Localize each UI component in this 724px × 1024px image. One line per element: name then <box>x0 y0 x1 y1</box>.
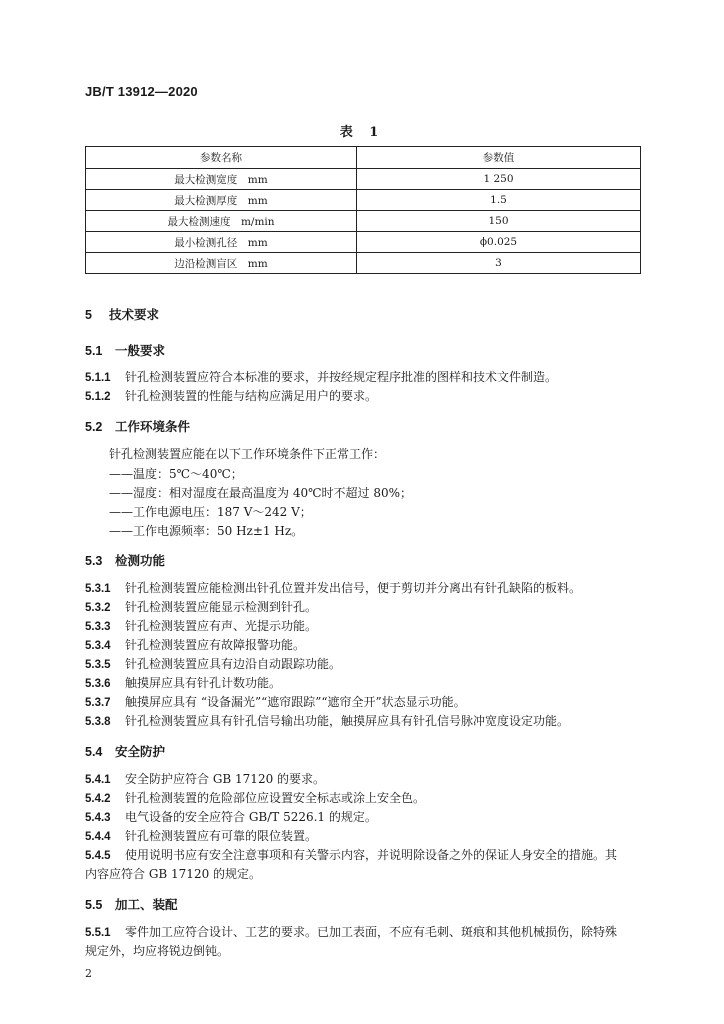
table-cell: 边沿检测盲区 mm <box>86 253 357 274</box>
clause-number: 5.4.3 <box>85 812 111 824</box>
clause-number: 5.3.6 <box>85 678 111 690</box>
subsection-title: 加工、装配 <box>115 898 178 912</box>
clause-continuation: 规定外，均应将锐边倒钝。 <box>85 944 230 958</box>
clause <box>85 712 569 729</box>
subsection-heading <box>85 742 165 760</box>
clause <box>85 617 317 634</box>
standard-code: JB/T 13912—2020 <box>85 84 198 99</box>
clause-number: 5.3.3 <box>85 621 111 633</box>
dash-item: ——工作电源频率：50 Hz±1 Hz。 <box>109 524 304 538</box>
subsection-title: 检测功能 <box>115 554 166 568</box>
clause-number: 5.4.2 <box>85 793 111 805</box>
clause-text: 针孔检测装置应有可靠的限位装置。 <box>125 829 318 843</box>
table-row <box>86 211 641 232</box>
clause-text: 针孔检测装置应能检测出针孔位置并发出信号，便于剪切并分离出有针孔缺陷的板料。 <box>125 581 582 595</box>
clause-number: 5.1.1 <box>85 372 111 384</box>
subsection-title: 一般要求 <box>115 344 166 358</box>
clause <box>85 579 581 596</box>
section-title: 技术要求 <box>109 308 160 322</box>
clause-text: 电气设备的安全应符合 GB/T 5226.1 的规定。 <box>125 810 377 824</box>
table-row <box>86 232 641 253</box>
subsection-title: 安全防护 <box>115 745 166 759</box>
clause <box>85 655 341 672</box>
table-cell: 最大检测宽度 mm <box>86 169 357 190</box>
clause <box>85 808 377 825</box>
clause-number: 5.4.5 <box>85 850 111 862</box>
subsection-heading <box>85 417 190 435</box>
table-row <box>86 169 641 190</box>
clause-number: 5.3.2 <box>85 602 111 614</box>
clause <box>85 636 305 653</box>
clause-text: 针孔检测装置的性能与结构应满足用户的要求。 <box>125 389 378 403</box>
subsection-number: 5.1 <box>85 344 103 358</box>
clause-text: 安全防护应符合 GB 17120 的要求。 <box>125 772 326 786</box>
clause-text: 针孔检测装置应具有针孔信号输出功能，触摸屏应具有针孔信号脉冲宽度设定功能。 <box>125 714 570 728</box>
clause-number: 5.3.8 <box>85 716 111 728</box>
clause <box>85 827 317 844</box>
clause <box>85 674 281 691</box>
table-cell: 150 <box>357 211 641 232</box>
table-header-cell: 参数值 <box>357 147 641 169</box>
clause-text: 触摸屏应具有 “设备漏光”“遮帘跟踪”“遮帘全开”状态显示功能。 <box>125 695 466 709</box>
subsection-number: 5.2 <box>85 420 103 434</box>
parameter-table <box>85 146 641 274</box>
clause-number: 5.3.5 <box>85 659 111 671</box>
clause-text: 针孔检测装置应有故障报警功能。 <box>125 638 306 652</box>
clause-number: 5.3.4 <box>85 640 111 652</box>
clause-number: 5.3.1 <box>85 583 111 595</box>
subsection-number: 5.5 <box>85 898 103 912</box>
table-cell: 1.5 <box>357 190 641 211</box>
clause <box>85 846 617 863</box>
clause-text: 针孔检测装置应有声、光提示功能。 <box>125 619 318 633</box>
table-header-row <box>86 147 641 169</box>
clause-text: 针孔检测装置的危险部位应设置安全标志或涂上安全色。 <box>125 791 426 805</box>
clause-number: 5.3.7 <box>85 697 111 709</box>
section-heading <box>85 305 159 323</box>
clause-text: 针孔检测装置应能显示检测到针孔。 <box>125 600 318 614</box>
clause <box>85 923 617 940</box>
table-cell: 最大检测速度 m/min <box>86 211 357 232</box>
dash-item: ——湿度：相对湿度在最高温度为 40℃时不超过 80%； <box>109 486 412 500</box>
dash-item: ——温度：5℃～40℃； <box>109 467 243 481</box>
clause <box>85 693 466 710</box>
clause-number: 5.5.1 <box>85 927 111 939</box>
subsection-heading <box>85 551 165 569</box>
table-header-cell: 参数名称 <box>86 147 357 169</box>
clause-text: 针孔检测装置应具有边沿自动跟踪功能。 <box>125 657 342 671</box>
clause <box>85 789 425 806</box>
table-cell: ϕ0.025 <box>357 232 641 253</box>
table-cell: 1 250 <box>357 169 641 190</box>
table-row <box>86 253 641 274</box>
clause-text: 触摸屏应具有针孔计数功能。 <box>125 676 282 690</box>
table-cell: 3 <box>357 253 641 274</box>
clause-number: 5.1.2 <box>85 391 111 403</box>
dash-item: ——工作电源电压：187 V～242 V； <box>109 505 312 519</box>
clause-continuation: 内容应符合 GB 17120 的规定。 <box>85 867 262 881</box>
page-number: 2 <box>85 967 92 980</box>
clause-text: 零件加工应符合设计、工艺的要求。已加工表面，不应有毛刺、斑痕和其他机械损伤，除特殊 <box>125 925 618 939</box>
subsection-heading <box>85 341 165 359</box>
clause <box>85 387 377 404</box>
subsection-title: 工作环境条件 <box>115 420 191 434</box>
clause-text: 使用说明书应有安全注意事项和有关警示内容，并说明除设备之外的保证人身安全的措施。其 <box>125 848 618 862</box>
subsection-number: 5.4 <box>85 745 103 759</box>
table-title: 表 1 <box>339 125 385 140</box>
table-cell: 最大检测厚度 mm <box>86 190 357 211</box>
clause <box>85 598 317 615</box>
paragraph: 针孔检测装置应能在以下工作环境条件下正常工作： <box>109 447 386 461</box>
clause-number: 5.4.1 <box>85 774 111 786</box>
table-cell: 最小检测孔径 mm <box>86 232 357 253</box>
table-row <box>86 190 641 211</box>
subsection-number: 5.3 <box>85 554 103 568</box>
section-number: 5 <box>85 308 92 322</box>
clause <box>85 770 325 787</box>
subsection-heading <box>85 895 178 913</box>
clause-number: 5.4.4 <box>85 831 111 843</box>
clause <box>85 368 557 385</box>
clause-text: 针孔检测装置应符合本标准的要求，并按经规定程序批准的图样和技术文件制造。 <box>125 370 558 384</box>
